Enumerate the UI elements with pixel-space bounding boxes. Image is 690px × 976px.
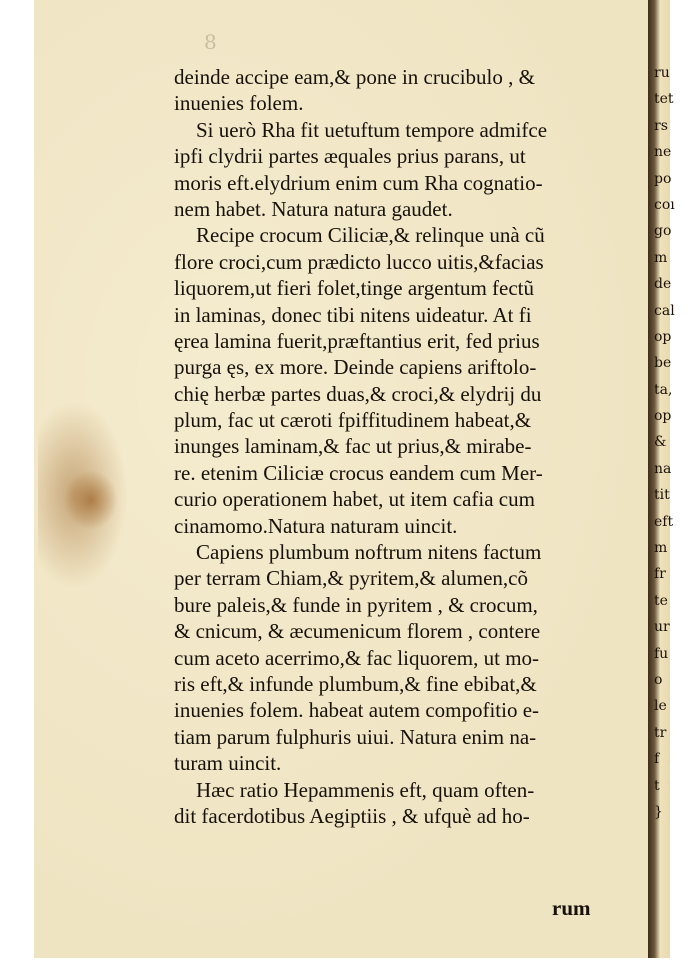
text-line: in laminas, donec tibi nitens uideatur. At fi [174,302,532,327]
fragment: le [654,698,667,715]
text-line: turam uincit. [174,751,282,776]
text-line: ris eft,& infunde plumbum,& fine ebibat,& [174,671,537,696]
fragment: op [654,408,672,425]
text-line: cinamomo.Natura naturam uincit. [174,513,458,538]
fragment: tit [654,487,670,504]
fragment: ne [654,144,672,161]
fragment: m [654,540,668,557]
fragment: fr [654,566,666,583]
text-line: plum, fac ut cæroti fpiffitudinem habeat,& [174,408,532,433]
fragment: f [654,751,660,768]
text-line: Hæc ratio Hepammenis eft, quam often- [196,777,535,802]
text-block [174,64,634,829]
fragment: & [654,434,667,451]
text-line: curio operationem habet, ut item cafia cum [174,487,535,512]
text-line: dit facerdotibus Aegiptiis , & ufquè ad ho- [174,803,530,828]
fragment: tet [654,91,674,108]
text-line: tiam parum fulphuris uiui. Natura enim na- [174,724,537,749]
text-line: inuenies folem. habeat autem compofitio e- [174,698,540,723]
text-line: ipfi clydrii partes æquales prius parans, ut [174,144,526,169]
text-line: inuenies folem. [174,91,304,116]
text-line: Capiens plumbum noftrum nitens factum [196,540,542,565]
fragment: } [654,803,663,820]
fragment: fu [654,645,669,662]
fragment: rs [654,117,668,134]
fragment: na [654,460,672,477]
fragment: po [654,170,672,187]
fragment: de [654,276,672,293]
facing-page-fragments [654,60,675,825]
fragment: tr [654,724,667,741]
fragment: o [654,671,663,688]
text-line: nem habet. Natura natura gaudet. [174,196,453,221]
text-line: liquorem,ut fieri folet,tinge argentum fectũ [174,276,534,301]
text-line: Si uerò Rha fit uetuftum tempore admifce [196,117,548,142]
fragment: be [654,355,672,372]
text-line: deinde accipe eam,& pone in crucibulo , & [174,65,535,89]
fragment: t [654,777,660,794]
text-line: flore croci,cum prædicto lucco uitis,&facias [174,249,544,274]
text-line: per terram Chiam,& pyritem,& alumen,cõ [174,566,528,591]
fragment: eft [654,513,674,530]
catchword: rum [552,896,591,920]
text-line: ęrea lamina fuerit,præftantius erit, fed prius [174,328,540,353]
text-line: moris eft.elydrium enim cum Rha cognatio- [174,170,543,195]
text-line: chię herbæ partes duas,& croci,& elydrij du [174,381,542,406]
text-line: & cnicum, & æcumenicum florem , contere [174,619,541,644]
fragment: cal [654,302,675,319]
text-line: purga ęs, ex more. Deinde capiens ariftolo- [174,355,537,380]
text-line: Recipe crocum Ciliciæ,& relinque unà cũ [196,223,545,248]
fragment: op [654,328,672,345]
fragment: ru [654,65,670,81]
text-line: inunges laminam,& fac ut prius,& mirabe- [174,434,532,459]
fragment: go [654,223,672,240]
fragment: ta, [654,381,673,398]
fragment: coı [654,196,675,213]
text-line: cum aceto acerrimo,& fac liquorem, ut mo- [174,645,540,670]
page-stain-dark [64,470,118,530]
fragment: ur [654,619,670,636]
page-number: 8 [204,30,217,54]
fragment: m [654,249,668,266]
fragment: te [654,592,668,609]
text-line: bure paleis,& funde in pyritem , & crocum, [174,592,538,617]
text-line: re. etenim Ciliciæ crocus eandem cum Mer- [174,460,543,485]
